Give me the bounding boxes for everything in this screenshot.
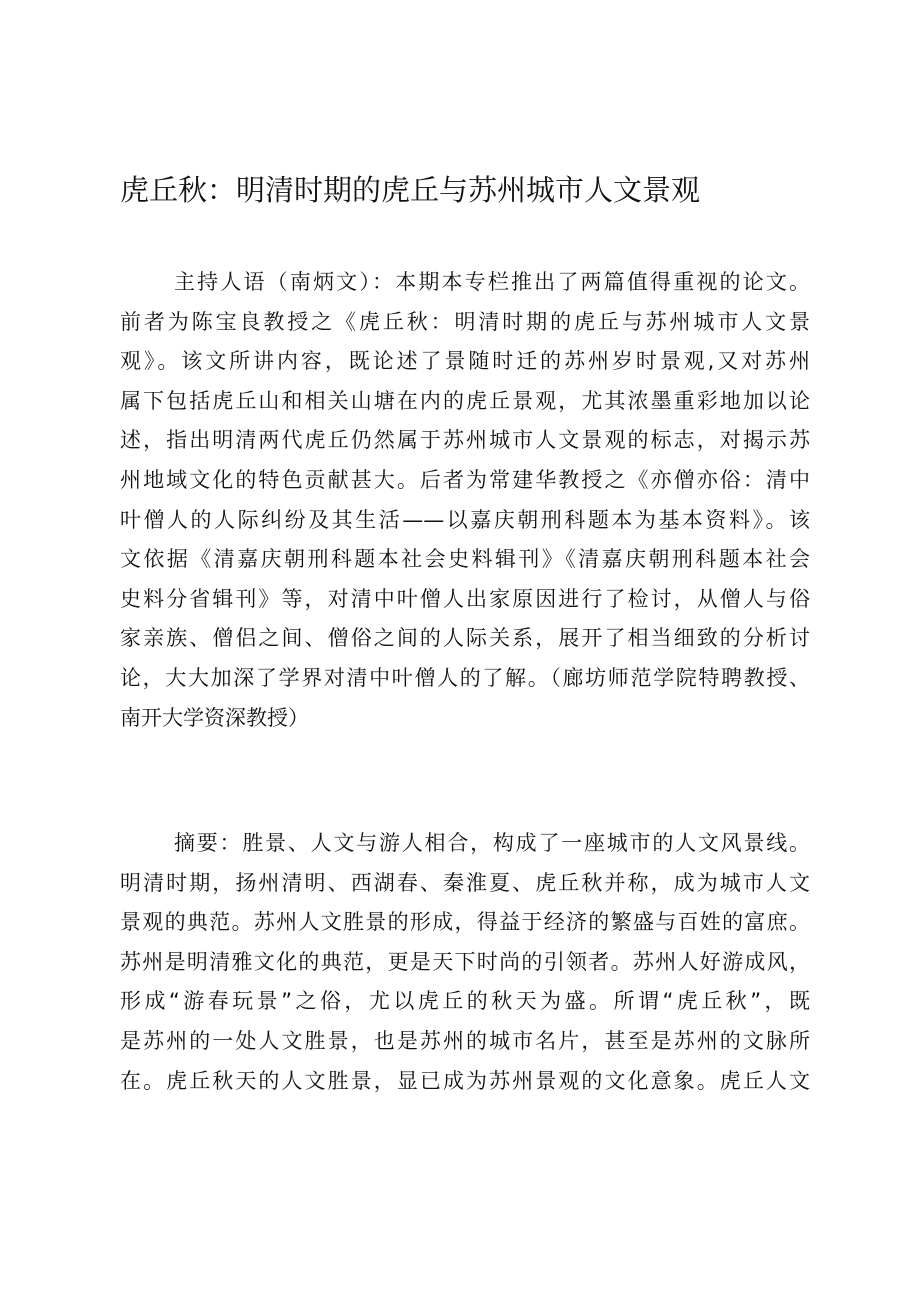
intro-line: 文依据《清嘉庆朝刑科题本社会史料辑刊》《清嘉庆朝刑科题本社会 <box>120 547 810 572</box>
intro-line: 前者为陈宝良教授之《虎丘秋：明清时期的虎丘与苏州城市人文景 <box>120 309 810 334</box>
intro-line: 南开大学资深教授） <box>120 705 309 730</box>
intro-line: 观》。该文所讲内容，既论述了景随时迁的苏州岁时景观,又对苏州 <box>120 349 810 374</box>
intro-line: 论，大大加深了学界对清中叶僧人的了解。（廊坊师范学院特聘教授、 <box>120 665 810 690</box>
abstract-line: 摘要：胜景、人文与游人相合，构成了一座城市的人文风景线。 <box>174 831 810 855</box>
abstract-line: 是苏州的一处人文胜景，也是苏州的城市名片，甚至是苏州的文脉所 <box>120 1028 810 1053</box>
document-title: 虎丘秋：明清时期的虎丘与苏州城市人文景观 <box>120 173 701 207</box>
intro-line: 史料分省辑刊》等，对清中叶僧人出家原因进行了检讨，从僧人与俗 <box>120 586 810 611</box>
intro-paragraph <box>120 263 810 738</box>
abstract-line: 在。虎丘秋天的人文胜景，显已成为苏州景观的文化意象。虎丘人文 <box>120 1068 810 1093</box>
intro-line: 主持人语（南炳文）：本期本专栏推出了两篇值得重视的论文。 <box>174 270 810 294</box>
abstract-line: 形成“游春玩景”之俗，尤以虎丘的秋天为盛。所谓“虎丘秋”，既 <box>120 989 810 1014</box>
intro-line: 家亲族、僧侣之间、僧俗之间的人际关系，展开了相当细致的分析讨 <box>120 626 810 651</box>
abstract-line: 苏州是明清雅文化的典范，更是天下时尚的引领者。苏州人好游成风， <box>120 949 810 974</box>
intro-line: 述，指出明清两代虎丘仍然属于苏州城市人文景观的标志，对揭示苏 <box>120 428 810 453</box>
intro-line: 属下包括虎丘山和相关山塘在内的虎丘景观，尤其浓墨重彩地加以论 <box>120 388 810 413</box>
abstract-paragraph <box>120 824 810 1101</box>
abstract-line: 景观的典范。苏州人文胜景的形成，得益于经济的繁盛与百姓的富庶。 <box>120 910 810 935</box>
intro-line: 州地域文化的特色贡献甚大。后者为常建华教授之《亦僧亦俗：清中 <box>120 467 810 492</box>
abstract-line: 明清时期，扬州清明、西湖春、秦淮夏、虎丘秋并称，成为城市人文 <box>120 870 810 895</box>
intro-line: 叶僧人的人际纠纷及其生活——以嘉庆朝刑科题本为基本资料》。该 <box>120 507 810 532</box>
